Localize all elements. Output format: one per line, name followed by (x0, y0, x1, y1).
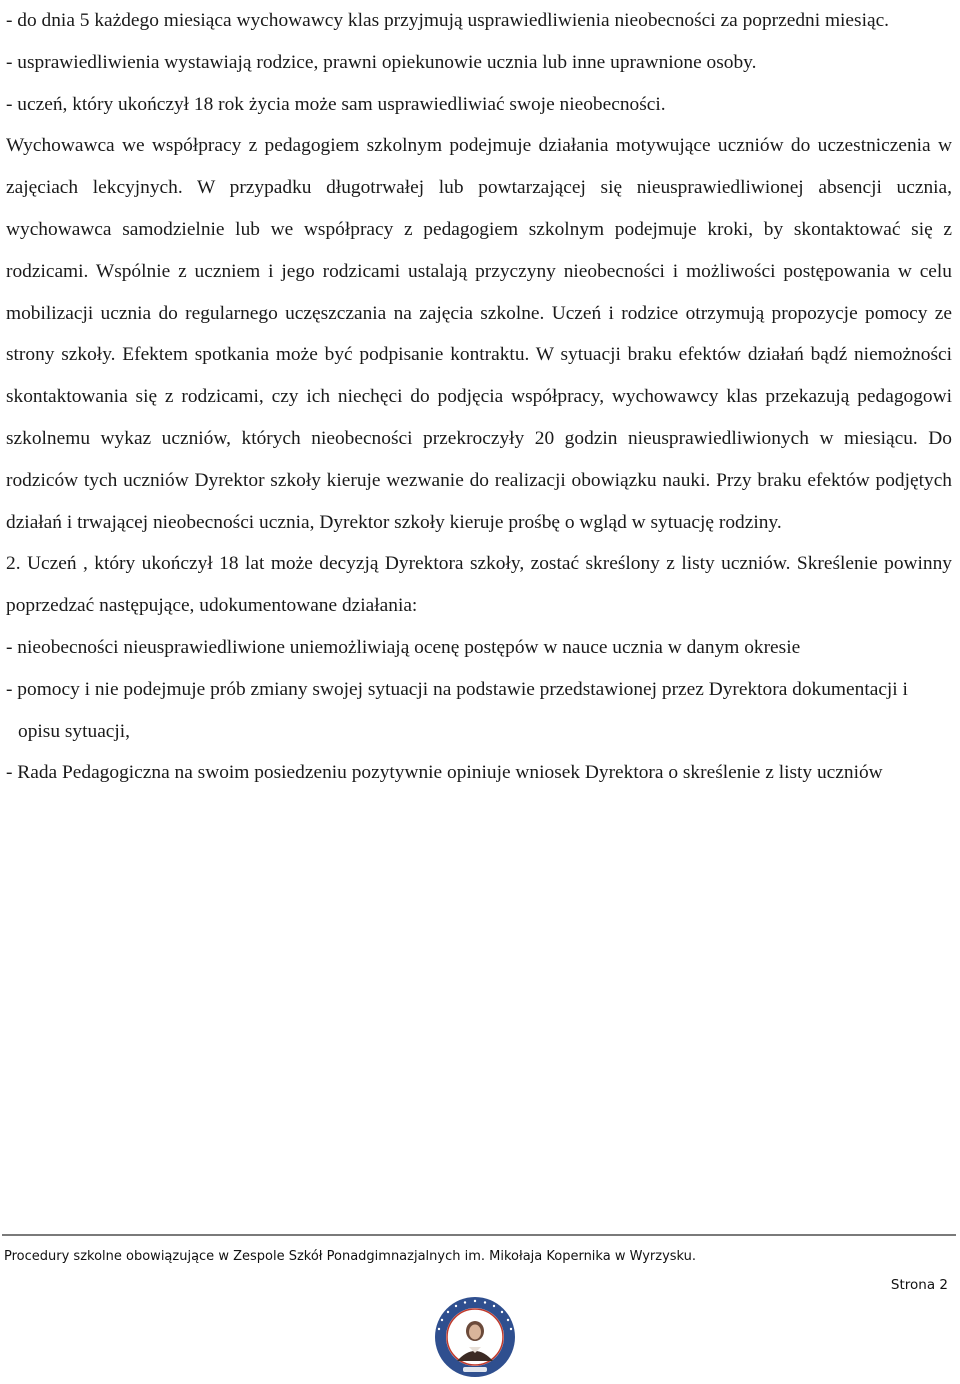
paragraph-motivation: Wychowawca we współpracy z pedagogiem szkolnym podejmuje działania motywujące uczniów do uczestniczenia w zajęciach lekcyjnych. W przypadku długotrwałej lub powtarzającej się nieusprawiedliwionej absencji ucznia, wychowawca samodzielnie lub we współpracy z pedagogiem szkolnym podejmuje kroki, by skontaktować się z rodzicami. Wspólnie z uczniem i jego rodzicami ustalają przyczyny nieobecności i możliwości postępowania w celu mobilizacji ucznia do regularnego uczęszczania na zajęcia szkolne. Uczeń i rodzice otrzymują propozycje pomocy ze strony szkoły. Efektem spotkania może być podpisanie kontraktu. W sytuacji braku efektów działań bądź niemożności skontaktowania się z rodzicami, czy ich niechęci do podjęcia współpracy, wychowawcy klas przekazują pedagogowi szkolnemu wykaz uczniów, których nieobecności przekroczyły 20 godzin nieusprawiedliwionych w miesiącu. Do rodziców tych uczniów Dyrektor szkoły kieruje wezwanie do realizacji obowiązku nauki. Przy braku efektów podjętych działań i trwającej nieobecności ucznia, Dyrektor szkoły kieruje prośbę o wgląd w sytuację rodziny. (6, 135, 952, 533)
document-body (6, 0, 952, 794)
paragraph-who-excuses: - usprawiedliwienia wystawiają rodzice, prawni opiekunowie ucznia lub inne uprawnione osoby. (6, 51, 757, 73)
list-item: - Rada Pedagogiczna na swoim posiedzeniu pozytywnie opiniuje wniosek Dyrektora o skreślenie z listy uczniów (6, 762, 883, 784)
school-seal-logo (433, 1295, 517, 1379)
seal-icon (433, 1295, 517, 1379)
page-number: Strona 2 (890, 1277, 948, 1293)
paragraph-removal: 2. Uczeń , który ukończył 18 lat może decyzją Dyrektora szkoły, zostać skreślony z listy uczniów. Skreślenie powinny poprzedzać następujące, udokumentowane działania: (6, 553, 952, 617)
list-item: - nieobecności nieusprawiedliwione uniemożliwiają ocenę postępów w nauce ucznia w danym okresie (6, 636, 801, 658)
paragraph-absence-deadline: - do dnia 5 każdego miesiąca wychowawcy klas przyjmują usprawiedliwienia nieobecności za poprzedni miesiąc. (6, 10, 890, 31)
list-item: - pomocy i nie podejmuje prób zmiany swojej sytuacji na podstawie przedstawionej przez Dyrektora dokumentacji i opisu sytuacji, (6, 678, 908, 742)
paragraph-adult-student: - uczeń, który ukończył 18 rok życia może sam usprawiedliwiać swoje nieobecności. (6, 93, 666, 115)
footer-divider (2, 1234, 956, 1236)
footer-text: Procedury szkolne obowiązujące w Zespole Szkół Ponadgimnazjalnych im. Mikołaja Kopernika w Wyrzysku. (4, 1249, 697, 1264)
